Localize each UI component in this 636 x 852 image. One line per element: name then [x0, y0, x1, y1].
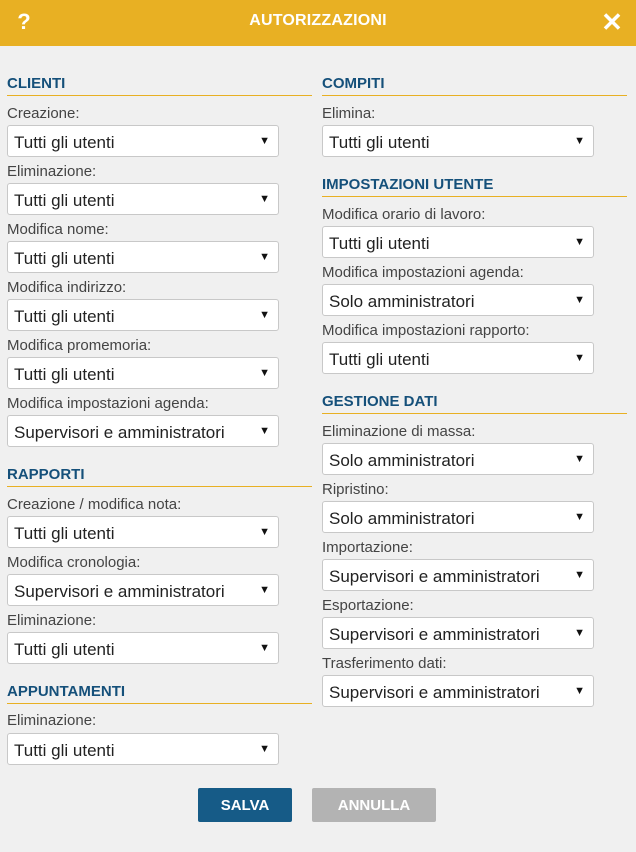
dropdown-arrow-icon: ▼ — [574, 569, 585, 581]
rapporti-modifica-cronologia-label: Modifica cronologia: — [7, 554, 141, 571]
rapporti-creazione-nota-select[interactable] — [7, 516, 279, 548]
dropdown-arrow-icon: ▼ — [259, 425, 270, 437]
dropdown-arrow-icon: ▼ — [574, 627, 585, 639]
clienti-eliminazione-label: Eliminazione: — [7, 163, 97, 180]
dropdown-arrow-icon: ▼ — [259, 309, 270, 321]
impostazioni-orario-lavoro-label: Modifica orario di lavoro: — [322, 206, 486, 223]
gestione-esportazione-label: Esportazione: — [322, 597, 414, 614]
select-value: Tutti gli utenti — [329, 350, 430, 369]
compiti-elimina-label: Elimina: — [322, 105, 376, 122]
gestione-eliminazione-massa-select[interactable] — [322, 443, 594, 475]
impostazioni-orario-lavoro-select[interactable] — [322, 226, 594, 258]
gestione-ripristino-select[interactable] — [322, 501, 594, 533]
dropdown-arrow-icon: ▼ — [259, 584, 270, 596]
select-value: Tutti gli utenti — [329, 133, 430, 152]
dropdown-arrow-icon: ▼ — [574, 236, 585, 248]
section-compiti-title: COMPITI — [322, 75, 627, 96]
cancel-button[interactable]: ANNULLA — [312, 788, 436, 822]
clienti-modifica-promemoria-select[interactable] — [7, 357, 279, 389]
clienti-modifica-indirizzo-label: Modifica indirizzo: — [7, 279, 127, 296]
gestione-ripristino-label: Ripristino: — [322, 481, 389, 498]
save-button[interactable]: SALVA — [198, 788, 292, 822]
appuntamenti-eliminazione-select[interactable] — [7, 733, 279, 765]
clienti-creazione-label: Creazione: — [7, 105, 80, 122]
dropdown-arrow-icon: ▼ — [259, 743, 270, 755]
clienti-modifica-promemoria-label: Modifica promemoria: — [7, 337, 152, 354]
gestione-importazione-select[interactable] — [322, 559, 594, 591]
select-value: Solo amministratori — [329, 292, 475, 311]
dropdown-arrow-icon: ▼ — [259, 251, 270, 263]
select-value: Supervisori e amministratori — [14, 423, 225, 442]
section-rapporti-title: RAPPORTI — [7, 466, 312, 487]
gestione-trasferimento-dati-select[interactable] — [322, 675, 594, 707]
compiti-elimina-select[interactable] — [322, 125, 594, 157]
dropdown-arrow-icon: ▼ — [574, 135, 585, 147]
section-impostazioni-utente-title: IMPOSTAZIONI UTENTE — [322, 176, 627, 197]
section-clienti-title: CLIENTI — [7, 75, 312, 96]
dropdown-arrow-icon: ▼ — [574, 685, 585, 697]
dialog-header — [0, 0, 636, 46]
dropdown-arrow-icon: ▼ — [574, 294, 585, 306]
gestione-eliminazione-massa-label: Eliminazione di massa: — [322, 423, 476, 440]
dropdown-arrow-icon: ▼ — [574, 453, 585, 465]
select-value: Solo amministratori — [329, 451, 475, 470]
dropdown-arrow-icon: ▼ — [259, 526, 270, 538]
select-value: Tutti gli utenti — [14, 524, 115, 543]
rapporti-creazione-nota-label: Creazione / modifica nota: — [7, 496, 182, 513]
select-value: Tutti gli utenti — [14, 307, 115, 326]
select-value: Tutti gli utenti — [14, 365, 115, 384]
clienti-modifica-impostazioni-agenda-label: Modifica impostazioni agenda: — [7, 395, 209, 412]
rapporti-eliminazione-select[interactable] — [7, 632, 279, 664]
impostazioni-rapporto-label: Modifica impostazioni rapporto: — [322, 322, 530, 339]
impostazioni-agenda-select[interactable] — [322, 284, 594, 316]
select-value: Tutti gli utenti — [14, 249, 115, 268]
section-appuntamenti-title: APPUNTAMENTI — [7, 683, 312, 704]
rapporti-modifica-cronologia-select[interactable] — [7, 574, 279, 606]
clienti-eliminazione-select[interactable] — [7, 183, 279, 215]
dropdown-arrow-icon: ▼ — [259, 193, 270, 205]
gestione-importazione-label: Importazione: — [322, 539, 413, 556]
dropdown-arrow-icon: ▼ — [259, 135, 270, 147]
clienti-modifica-nome-label: Modifica nome: — [7, 221, 109, 238]
appuntamenti-eliminazione-label: Eliminazione: — [7, 712, 97, 729]
impostazioni-rapporto-select[interactable] — [322, 342, 594, 374]
dropdown-arrow-icon: ▼ — [574, 352, 585, 364]
select-value: Supervisori e amministratori — [329, 625, 540, 644]
clienti-modifica-indirizzo-select[interactable] — [7, 299, 279, 331]
dropdown-arrow-icon: ▼ — [259, 367, 270, 379]
gestione-esportazione-select[interactable] — [322, 617, 594, 649]
select-value: Tutti gli utenti — [14, 191, 115, 210]
rapporti-eliminazione-label: Eliminazione: — [7, 612, 97, 629]
select-value: Supervisori e amministratori — [329, 567, 540, 586]
impostazioni-agenda-label: Modifica impostazioni agenda: — [322, 264, 524, 281]
close-icon[interactable]: ✕ — [601, 7, 623, 37]
dropdown-arrow-icon: ▼ — [574, 511, 585, 523]
select-value: Tutti gli utenti — [14, 640, 115, 659]
select-value: Solo amministratori — [329, 509, 475, 528]
gestione-trasferimento-dati-label: Trasferimento dati: — [322, 655, 447, 672]
dialog-title: AUTORIZZAZIONI — [249, 12, 387, 29]
select-value: Supervisori e amministratori — [329, 683, 540, 702]
select-value: Tutti gli utenti — [14, 133, 115, 152]
select-value: Tutti gli utenti — [329, 234, 430, 253]
select-value: Supervisori e amministratori — [14, 582, 225, 601]
help-icon[interactable]: ? — [17, 9, 31, 34]
select-value: Tutti gli utenti — [14, 741, 115, 760]
dropdown-arrow-icon: ▼ — [259, 642, 270, 654]
section-gestione-dati-title: GESTIONE DATI — [322, 393, 627, 414]
clienti-modifica-nome-select[interactable] — [7, 241, 279, 273]
clienti-modifica-impostazioni-agenda-select[interactable] — [7, 415, 279, 447]
clienti-creazione-select[interactable] — [7, 125, 279, 157]
